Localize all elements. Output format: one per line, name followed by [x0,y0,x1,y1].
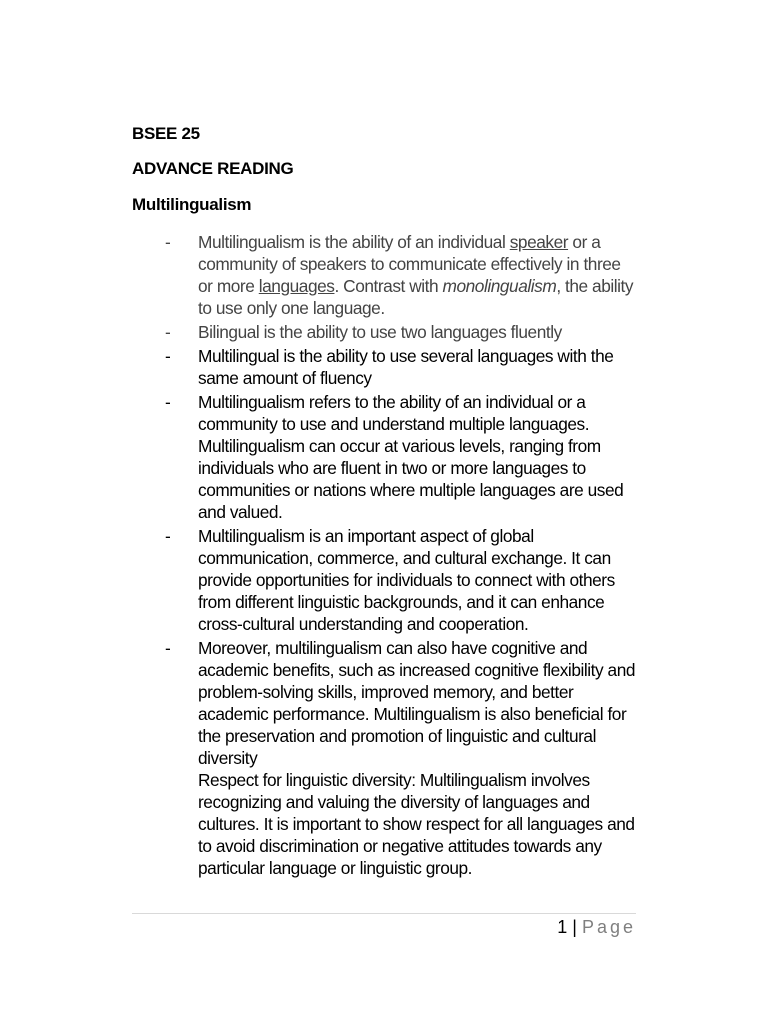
page-footer [557,917,636,938]
list-item: - Moreover, multilingualism can also have cognitive and academic benefits, such as increased cognitive flexibility and problem-solving skills, improved memory, and better academic performance. Multilingualism is also beneficial for the preservation and promotion of linguistic and cultural diversity [165,638,636,768]
languages-link[interactable]: languages [258,276,335,296]
course-code: BSEE 25 [132,124,200,143]
page-number: 1 [557,917,568,937]
monolingualism-term: monolingualism [442,276,557,296]
list-item: - Multilingualism is an important aspect of global communication, commerce, and cultural exchange. It can provide opportunities for individuals to connect with others from different linguistic backgrounds, and it can enhance cross-cultural understanding and cooperation. [165,526,615,634]
course-title: ADVANCE READING [132,159,294,178]
topic-heading: Multilingualism [132,195,252,214]
page-word: Page [581,917,636,937]
footer-separator: | [567,917,582,937]
footer-divider [132,913,636,914]
extra-paragraph: Respect for linguistic diversity: Multilingualism involves recognizing and valuing the diversity of languages and cultures. It is important to show respect for all languages and to avoid discrimination or negative attitudes towards any particular language or linguistic group. [198,770,635,878]
bullet-list [132,231,637,881]
list-item: - Multilingual is the ability to use several languages with the same amount of fluency [165,346,614,388]
speaker-link[interactable]: speaker [509,232,569,252]
list-item: - Multilingualism is the ability of an individual speaker or a community of speakers to communicate effectively in three or more languages. Contrast with monolingualism, the ability to use only one language. [165,232,634,318]
list-item: - Bilingual is the ability to use two languages fluently [165,322,562,342]
list-item: - Multilingualism refers to the ability of an individual or a community to use and understand multiple languages. Multilingualism can occur at various levels, ranging from individuals who are fluent in two or more languages to communities or nations where multiple languages are used and valued. [165,392,624,522]
